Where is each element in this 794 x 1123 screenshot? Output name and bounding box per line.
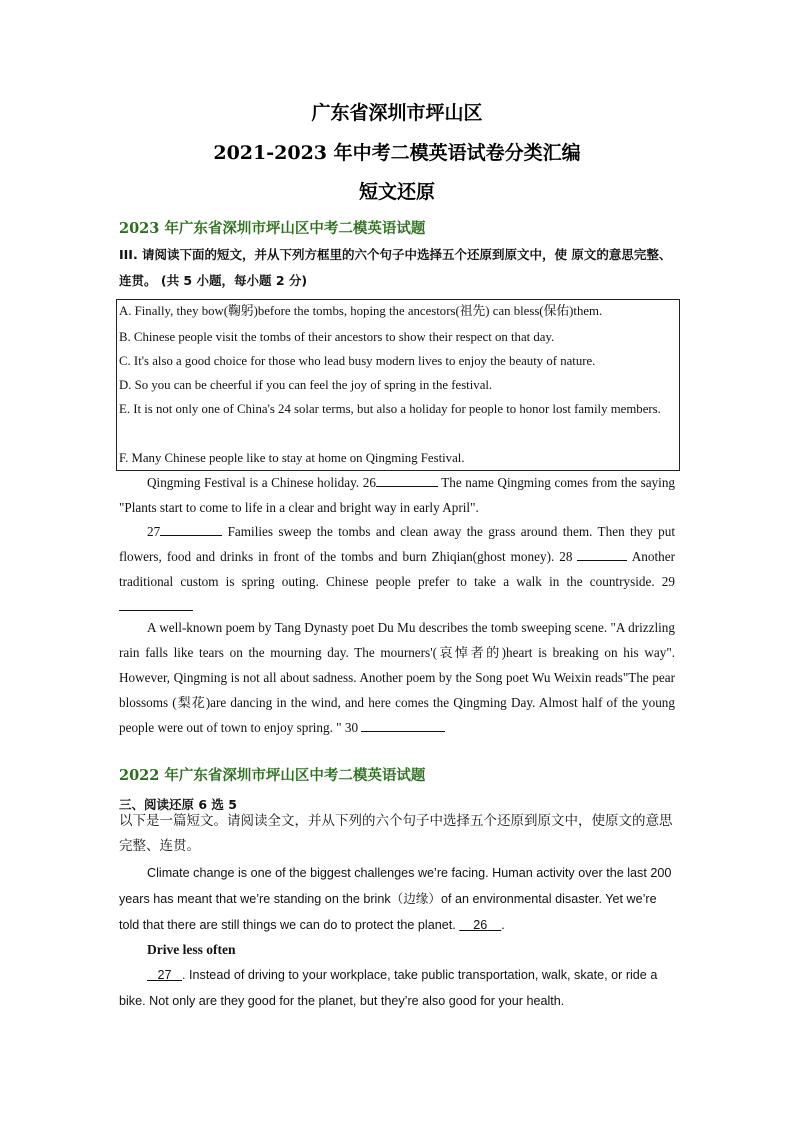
passage-2023-paragraph-1 bbox=[119, 470, 675, 520]
passage-2022-paragraph-1: Climate change is one of the biggest challenges we’re facing. Human activity over the last 200 years has meant that we’re standing on the brink（边缘）of an environmental disaster. Yet we’re told that there are still things we can do to protect the planet. 26 . bbox=[119, 866, 672, 932]
section-2023-instruction: III. 请阅读下面的短文，并从下列方框里的六个句子中选择五个还原到原文中，使 原文的意思完整、连贯。 (共 5 小题，每小题 2 分) bbox=[119, 247, 672, 288]
blank-2022-26-number: 26 bbox=[473, 918, 488, 932]
p2-text-c: Another traditional custom is spring outing. Chinese people prefer to take a walk in the countryside. 29 bbox=[119, 549, 675, 589]
section-2022-heading: 三、阅读还原 6 选 5 bbox=[119, 797, 237, 812]
blank-2022-26[interactable] bbox=[459, 918, 501, 932]
passage-2023-paragraph-2 bbox=[119, 519, 675, 619]
blank-29[interactable] bbox=[119, 596, 193, 611]
blank-26[interactable] bbox=[376, 472, 438, 487]
p3-text: A well-known poem by Tang Dynasty poet Du Mu describes the tomb sweeping scene. "A drizzling rain falls like tears on the mourning day. The mourners'(哀悼者的)heart is breaking on his way". However, Qingming is not all about sadness. Another poem by the Song poet Wu Weixin reads"The pear blossoms (梨花)are dancing in the wind, and here comes the Qingming Day. Almost half of the young people were out of town to enjoy spring. " 30 bbox=[119, 620, 675, 735]
section-2022-title: 2022 年广东省深圳市坪山区中考二模英语试题 bbox=[119, 767, 426, 784]
option-f: F. Many Chinese people like to stay at home on Qingming Festival. bbox=[119, 451, 465, 465]
blank-27[interactable] bbox=[160, 521, 222, 536]
doc-title-region: 广东省深圳市坪山区 bbox=[311, 102, 483, 124]
option-a: A. Finally, they bow(鞠躬)before the tombs, hoping the ancestors(祖先) can bless(保佑)them. bbox=[119, 304, 603, 318]
option-b: B. Chinese people visit the tombs of their ancestors to show their respect on that day. bbox=[119, 330, 555, 344]
blank-2022-27[interactable] bbox=[147, 968, 182, 982]
option-d: D. So you can be cheerful if you can feel the joy of spring in the festival. bbox=[119, 378, 493, 392]
p2-text-a: 27 bbox=[147, 524, 161, 539]
doc-title-topic: 短文还原 bbox=[358, 181, 435, 203]
doc-title-series: 2021-2023 年中考二模英语试卷分类汇编 bbox=[213, 142, 581, 164]
passage-2022-paragraph-2 bbox=[119, 962, 675, 1014]
option-e: E. It is not only one of China's 24 solar terms, but also a holiday for people to honor lost family members. bbox=[119, 402, 661, 416]
p1-text-b: The name Qingming comes from the saying "Plants start to come to life in a clear and bright way in early April". bbox=[119, 475, 676, 515]
section-2023-title: 2023 年广东省深圳市坪山区中考二模英语试题 bbox=[119, 220, 426, 237]
passage-2023-paragraph-3 bbox=[119, 615, 675, 740]
blank-30[interactable] bbox=[361, 717, 445, 732]
blank-28[interactable] bbox=[577, 546, 627, 561]
p2-text-b: Families sweep the tombs and clean away the grass around them. Then they put flowers, food and drinks in front of the tombs and burn Zhiqian(ghost money). 28 bbox=[119, 524, 675, 564]
p1-text-a: Qingming Festival is a Chinese holiday. 26 bbox=[147, 475, 376, 490]
sub-heading-drive-less: Drive less often bbox=[147, 942, 236, 957]
p2022-2-text: . Instead of driving to your workplace, take public transportation, walk, skate, or ride a bike. Not only are they good for the planet, but they’re also good for your health. bbox=[119, 968, 658, 1008]
option-c: C. It's also a good choice for those who lead busy modern lives to enjoy the beauty of nature. bbox=[119, 354, 596, 368]
blank-2022-27-number: 27 bbox=[157, 968, 172, 982]
p2022-1-text: Climate change is one of the biggest challenges we’re facing. Human activity over the last 200 years has meant that we’re standing on the brink（边缘）of an environmental disaster. Yet we’re told that there are still things we can do to protect the planet. bbox=[119, 866, 672, 932]
section-2022-instruction: 以下是一篇短文。请阅读全文，并从下列的六个句子中选择五个还原到原文中，使原文的意思完整、连贯。 bbox=[119, 813, 673, 854]
